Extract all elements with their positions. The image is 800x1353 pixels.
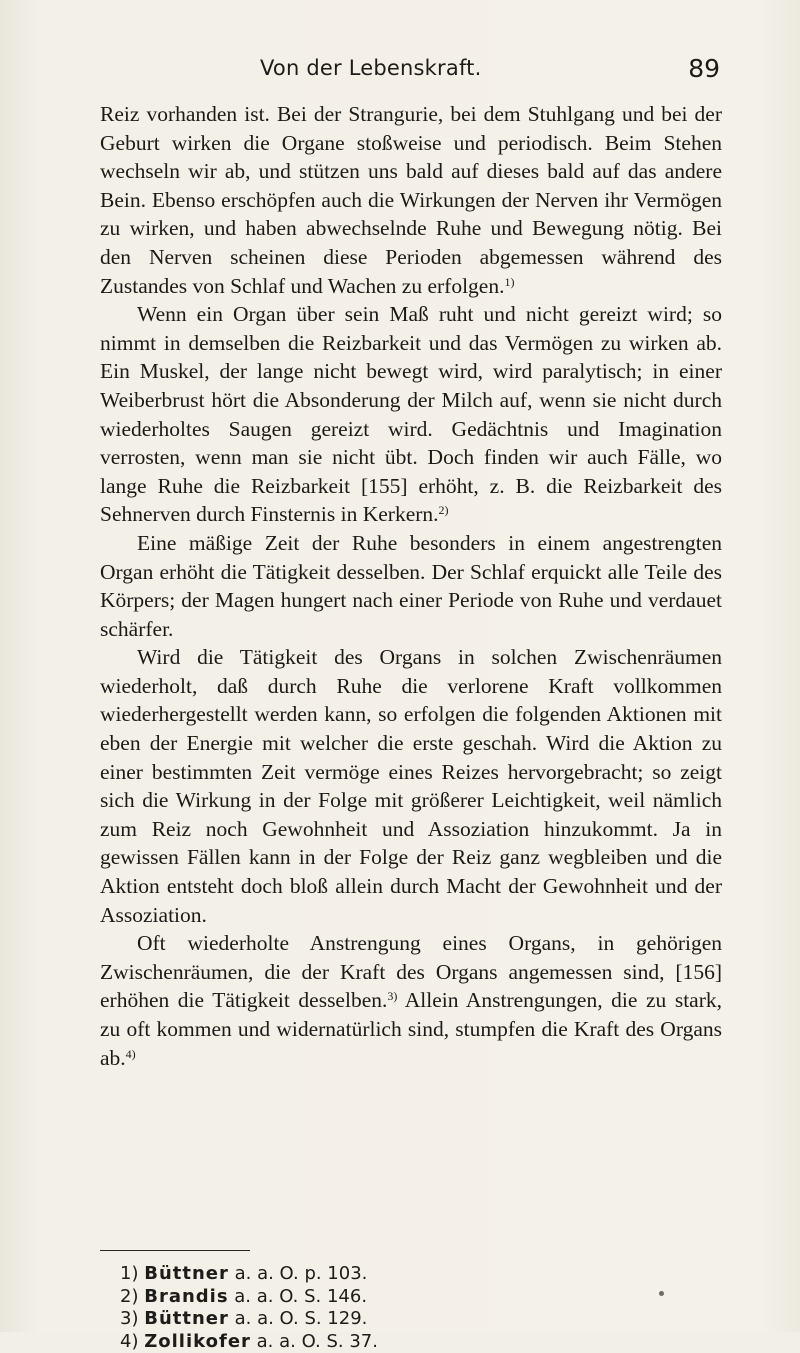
paragraph-text: Allein Anstrengungen, die zu stark, zu oft kommen und widernatürlich sind, stumpfen die Kraft des Organs ab. <box>100 988 722 1069</box>
footnote-reference: a. a. O. S. 129. <box>235 1308 368 1329</box>
paragraph <box>100 929 722 1072</box>
footnote-author: Brandis <box>144 1286 228 1307</box>
footnote-marker: 4) <box>126 1047 136 1061</box>
footnote-number: 1) <box>120 1263 138 1284</box>
paragraph-text: Wenn ein Organ über sein Maß ruht und nicht gereizt wird; so nimmt in demselben die Reizbarkeit und das Vermögen zu wirken ab. Ein Muskel, der lange nicht bewegt wird, wird paralytisch; in einer Weiberbrust hört die Absonderung der Milch auf, wenn sie nicht durch wiederholtes Saugen gereizt wird. Gedächtnis und Imagination verrosten, wenn man sie nicht übt. Doch finden wir auch Fälle, wo lange Ruhe die Reizbarkeit [155] erhöht, z. B. die Reizbarkeit des Sehnerven durch Finsternis in Kerkern. <box>100 302 722 526</box>
paragraph <box>100 100 722 300</box>
paragraph-text: Wird die Tätigkeit des Organs in solchen Zwischenräumen wiederholt, daß durch Ruhe die verlorene Kraft vollkommen wiederhergestellt werden kann, so erfolgen die folgenden Aktionen mit eben der Energie mit welcher die erste geschah. Wird die Aktion zu einer bestimmten Zeit vermöge eines Reizes hervorgebracht; so zeigt sich die Wirkung in der Folge mit größerer Leichtigkeit, weil nämlich zum Reiz noch Gewohnheit und Assoziation hinzukommt. Ja in gewissen Fällen kann in der Folge der Reiz ganz wegbleiben und die Aktion entsteht doch bloß allein durch Macht der Gewohnheit und der Assoziation. <box>100 645 722 926</box>
footnote <box>120 1308 620 1331</box>
footnote <box>120 1263 620 1286</box>
footnote-divider <box>100 1250 250 1251</box>
paragraph-text: Oft wiederholte Anstrengung eines Organs, in gehörigen Zwischenräumen, die der Kraft des Organs angemessen sind, [156] erhöhen die Tätigkeit desselben. <box>100 931 722 1012</box>
footnote-author: Büttner <box>144 1308 229 1329</box>
paragraph <box>100 529 722 643</box>
footnote-reference: a. a. O. p. 103. <box>235 1263 368 1284</box>
footnote-author: Büttner <box>144 1263 229 1284</box>
running-head <box>100 56 720 88</box>
footnote-number: 4) <box>120 1331 138 1352</box>
footnote-marker: 2) <box>439 503 449 517</box>
footnote-author: Zollikofer <box>144 1331 251 1352</box>
footnote-number: 2) <box>120 1286 138 1307</box>
print-speck <box>659 1291 664 1296</box>
footnote <box>120 1286 620 1309</box>
running-title: Von der Lebenskraft. <box>260 56 481 80</box>
paragraph-text: Reiz vorhanden ist. Bei der Strangurie, bei dem Stuhlgang und bei der Geburt wirken die Organe stoßweise und periodisch. Beim Stehen wechseln wir ab, und stützen uns bald auf dieses bald auf das andere Bein. Ebenso erschöpfen auch die Wirkungen der Nerven ihr Vermögen zu wirken, und haben abwechselnde Ruhe und Bewegung nötig. Bei den Nerven scheinen diese Perioden abgemessen während des Zustandes von Schlaf und Wachen zu erfolgen. <box>100 102 722 298</box>
paragraph <box>100 300 722 529</box>
footnote-marker: 3) <box>387 989 397 1003</box>
footnote <box>120 1331 620 1353</box>
body-text <box>100 100 722 1072</box>
footnote-reference: a. a. O. S. 37. <box>257 1331 378 1352</box>
page-number: 89 <box>688 54 720 83</box>
paragraph <box>100 643 722 929</box>
footnotes <box>120 1263 620 1353</box>
footnote-number: 3) <box>120 1308 138 1329</box>
footnote-reference: a. a. O. S. 146. <box>234 1286 367 1307</box>
paragraph-text: Eine mäßige Zeit der Ruhe besonders in einem angestrengten Organ erhöht die Tätigkeit desselben. Der Schlaf erquickt alle Teile des Körpers; der Magen hungert nach einer Periode von Ruhe und verdauet schärfer. <box>100 531 722 641</box>
footnote-marker: 1) <box>504 275 514 289</box>
